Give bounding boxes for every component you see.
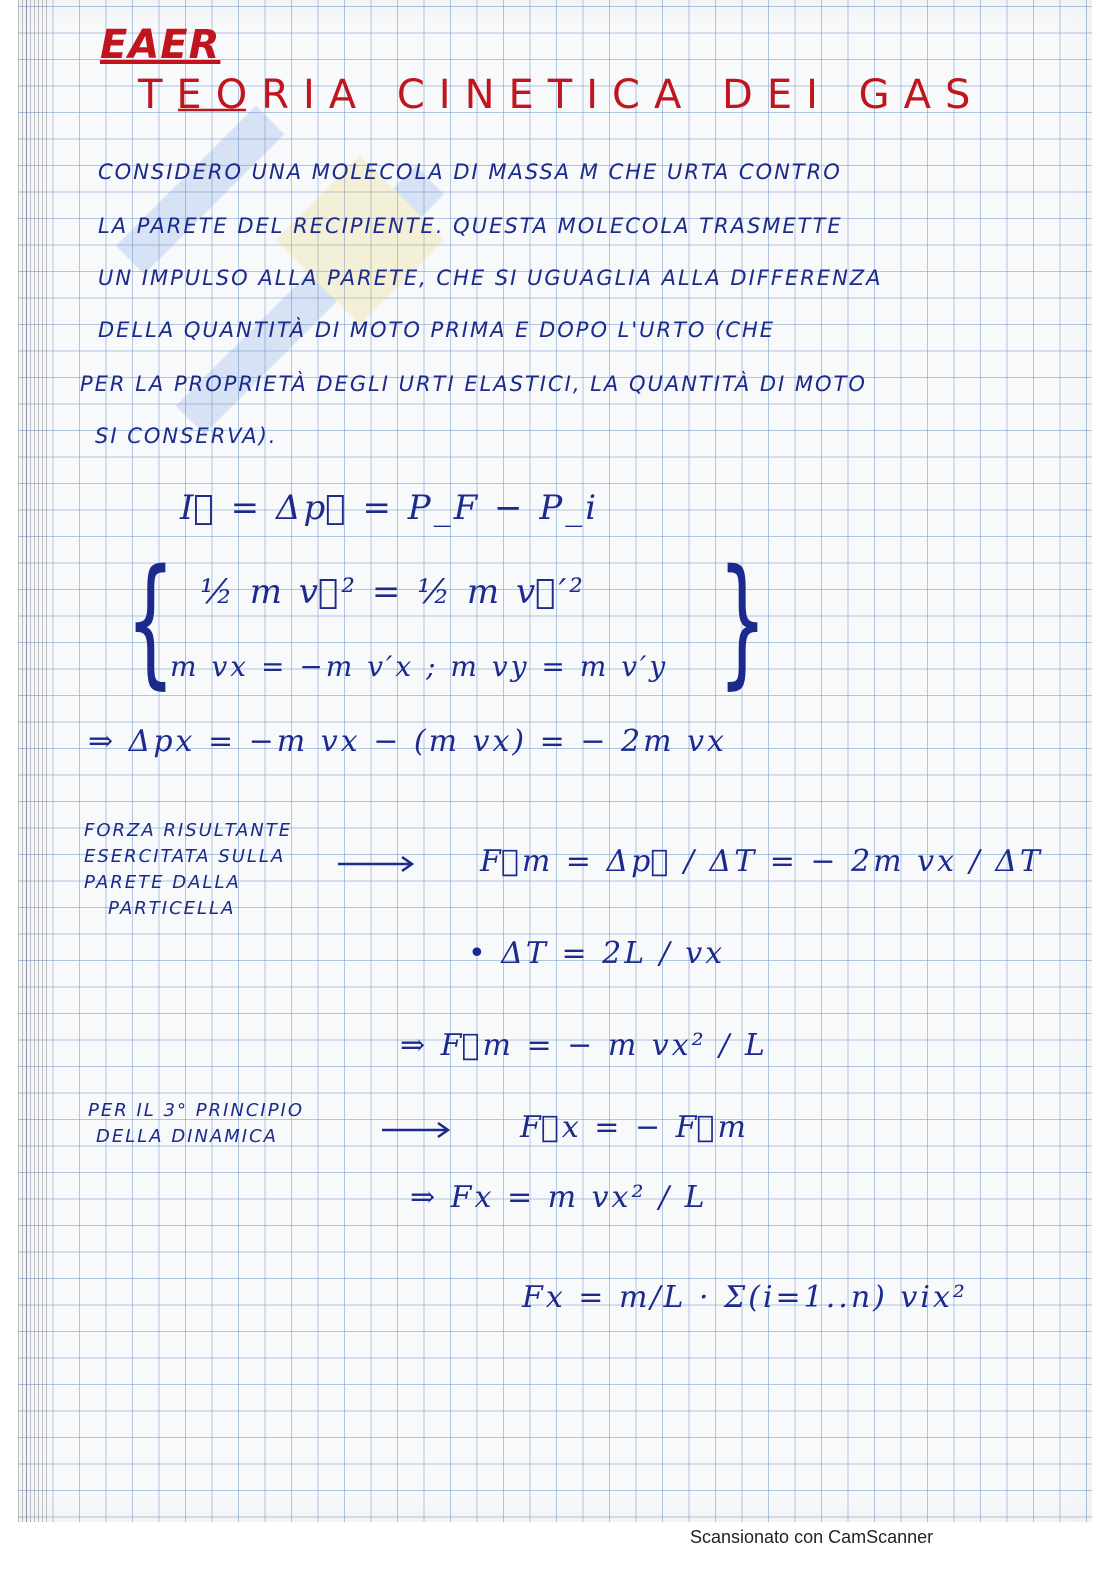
intro-line-3: UN IMPULSO ALLA PARETE, CHE SI UGUAGLIA ALLA DIFFERENZA <box>98 266 883 290</box>
force-note-line-3: PARETE DALLA <box>84 872 241 893</box>
energy-equation: ½ m v⃗² = ½ m v⃗′² <box>200 572 586 612</box>
force-note-line-2: ESERCITATA SULLA <box>84 846 286 867</box>
scanner-footer-text: Scansionato con CamScanner <box>690 1527 934 1547</box>
delta-t-equation: • ΔT = 2L / vx <box>468 936 726 971</box>
third-law-equation: F⃗x = − F⃗m <box>520 1110 749 1145</box>
third-law-note-line-2: DELLA DINAMICA <box>96 1126 278 1147</box>
force-note-line-4: PARTICELLA <box>108 898 236 919</box>
components-equation: m vx = −m v′x ; m vy = m v′y <box>170 650 669 683</box>
intro-line-2: LA PARETE DEL RECIPIENTE. QUESTA MOLECOLA TRASMETTE <box>98 214 843 238</box>
scanner-footer <box>0 1525 1116 1579</box>
force-sum-equation: Fx = m/L · Σ(i=1..n) vix² <box>522 1280 968 1315</box>
delta-px-equation: ⇒ Δpx = −m vx − (m vx) = − 2m vx <box>88 724 727 759</box>
force-note-line-1: FORZA RISULTANTE <box>84 820 293 841</box>
left-brace: { <box>126 540 177 703</box>
force-m-equation: ⇒ F⃗m = − m vx² / L <box>400 1028 768 1063</box>
intro-line-4: DELLA QUANTITÀ DI MOTO PRIMA E DOPO L'URTO (CHE <box>98 318 776 342</box>
impulse-equation: I⃗ = Δp⃗ = P_F − P_i <box>180 488 600 528</box>
intro-line-1: CONSIDERO UNA MOLECOLA DI MASSA M CHE URTA CONTRO <box>98 160 842 184</box>
third-law-note-line-1: PER IL 3° PRINCIPIO <box>88 1100 305 1121</box>
logo-text: EAER <box>100 22 221 68</box>
intro-line-5: PER LA PROPRIETÀ DEGLI URTI ELASTICI, LA QUANTITÀ DI MOTO <box>80 372 867 396</box>
intro-line-6: SI CONSERVA). <box>95 424 278 448</box>
force-m-ratio-equation: F⃗m = Δp⃗ / ΔT = − 2m vx / ΔT <box>480 844 1043 879</box>
right-brace: } <box>718 540 769 703</box>
force-x-equation: ⇒ Fx = m vx² / L <box>410 1180 708 1215</box>
page-title: TEORIA CINETICA DEI GAS <box>138 72 985 118</box>
